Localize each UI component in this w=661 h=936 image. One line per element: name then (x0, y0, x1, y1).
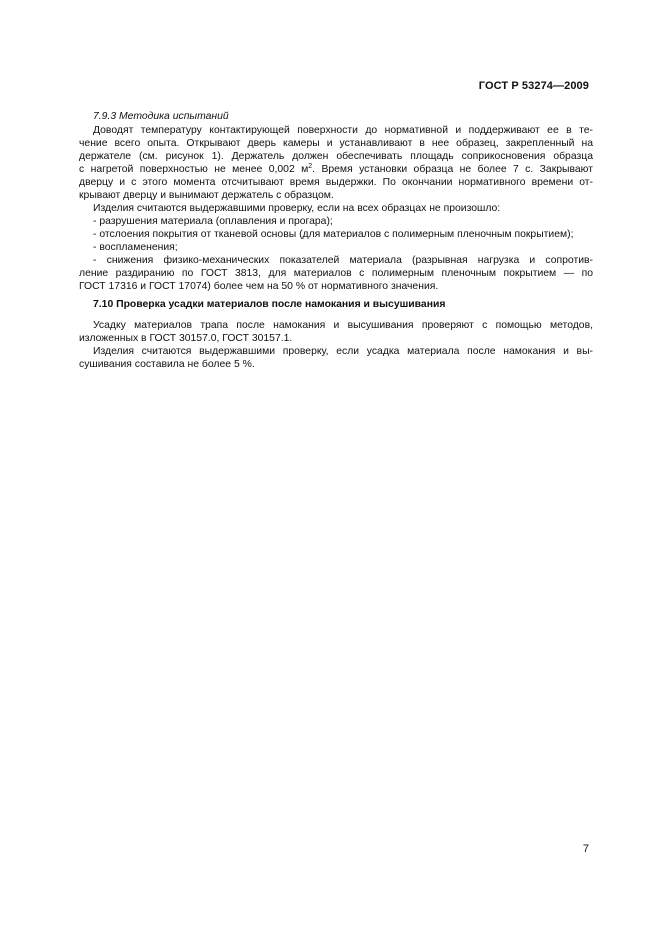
text-fragment: с нагретой поверхностью не менее 0,002 м (79, 164, 309, 175)
text-line: Доводят температуру контактирующей поверхности до нормативной и поддерживают ее в те- (93, 125, 593, 136)
text-line: крывают дверцу и вынимают держатель с образцом. (79, 190, 334, 201)
list-item: - воспламенения; (93, 242, 178, 253)
text-line: Усадку материалов трапа после намокания и высушивания проверяют с помощью методов, (93, 320, 593, 331)
document-code: ГОСТ Р 53274—2009 (478, 80, 589, 92)
list-item: - отслоения покрытия от тканевой основы (для материалов с полимерным пленочным покрытием); (93, 229, 574, 240)
text-line: чение всего опыта. Открывают дверь камеры и устанавливают в нее образец, закрепленный на (79, 138, 593, 149)
text-line: держателе (см. рисунок 1). Держатель должен обеспечивать площадь соприкосновения образца (79, 151, 593, 162)
text-line: ГОСТ 17316 и ГОСТ 17074) более чем на 50 % от нормативного значения. (79, 281, 439, 292)
text-line: изложенных в ГОСТ 30157.0, ГОСТ 30157.1. (79, 333, 293, 344)
section-heading-7-10: 7.10 Проверка усадки материалов после намокания и высушивания (93, 299, 446, 310)
list-item (79, 254, 593, 293)
superscript: 2 (308, 163, 313, 170)
paragraph-shrinkage-criteria (79, 345, 593, 371)
subsection-heading-7-9-3: 7.9.3 Методика испытаний (93, 111, 229, 122)
text-line: - снижения физико-механических показателей материала (разрывная нагрузка и сопротив- (93, 255, 593, 266)
paragraph-shrinkage-method (79, 319, 593, 345)
list-item: - разрушения материала (оплавления и прогара); (93, 216, 333, 227)
paragraph-criteria: Изделия считаются выдержавшими проверку, если на всех образцах не произошло: (93, 203, 501, 214)
text-line-with-superscript (79, 163, 593, 176)
page-number: 7 (582, 843, 589, 855)
text-line: ление раздиранию по ГОСТ 3813, для материалов с полимерным пленочным покрытием — по (79, 268, 593, 279)
text-line: сушивания составила не более 5 %. (79, 359, 255, 370)
text-line: Изделия считаются выдержавшими проверку, если усадка материала после намокания и вы- (93, 346, 593, 357)
page-content (79, 110, 593, 371)
text-line: дверцу и с этого момента отсчитывают время выдержки. По окончании нормативного времени от- (79, 177, 593, 188)
paragraph-test-method (79, 124, 593, 202)
criteria-list (79, 215, 593, 293)
text-fragment: . Время установки образца не более 7 с. Закрывают (312, 164, 593, 175)
